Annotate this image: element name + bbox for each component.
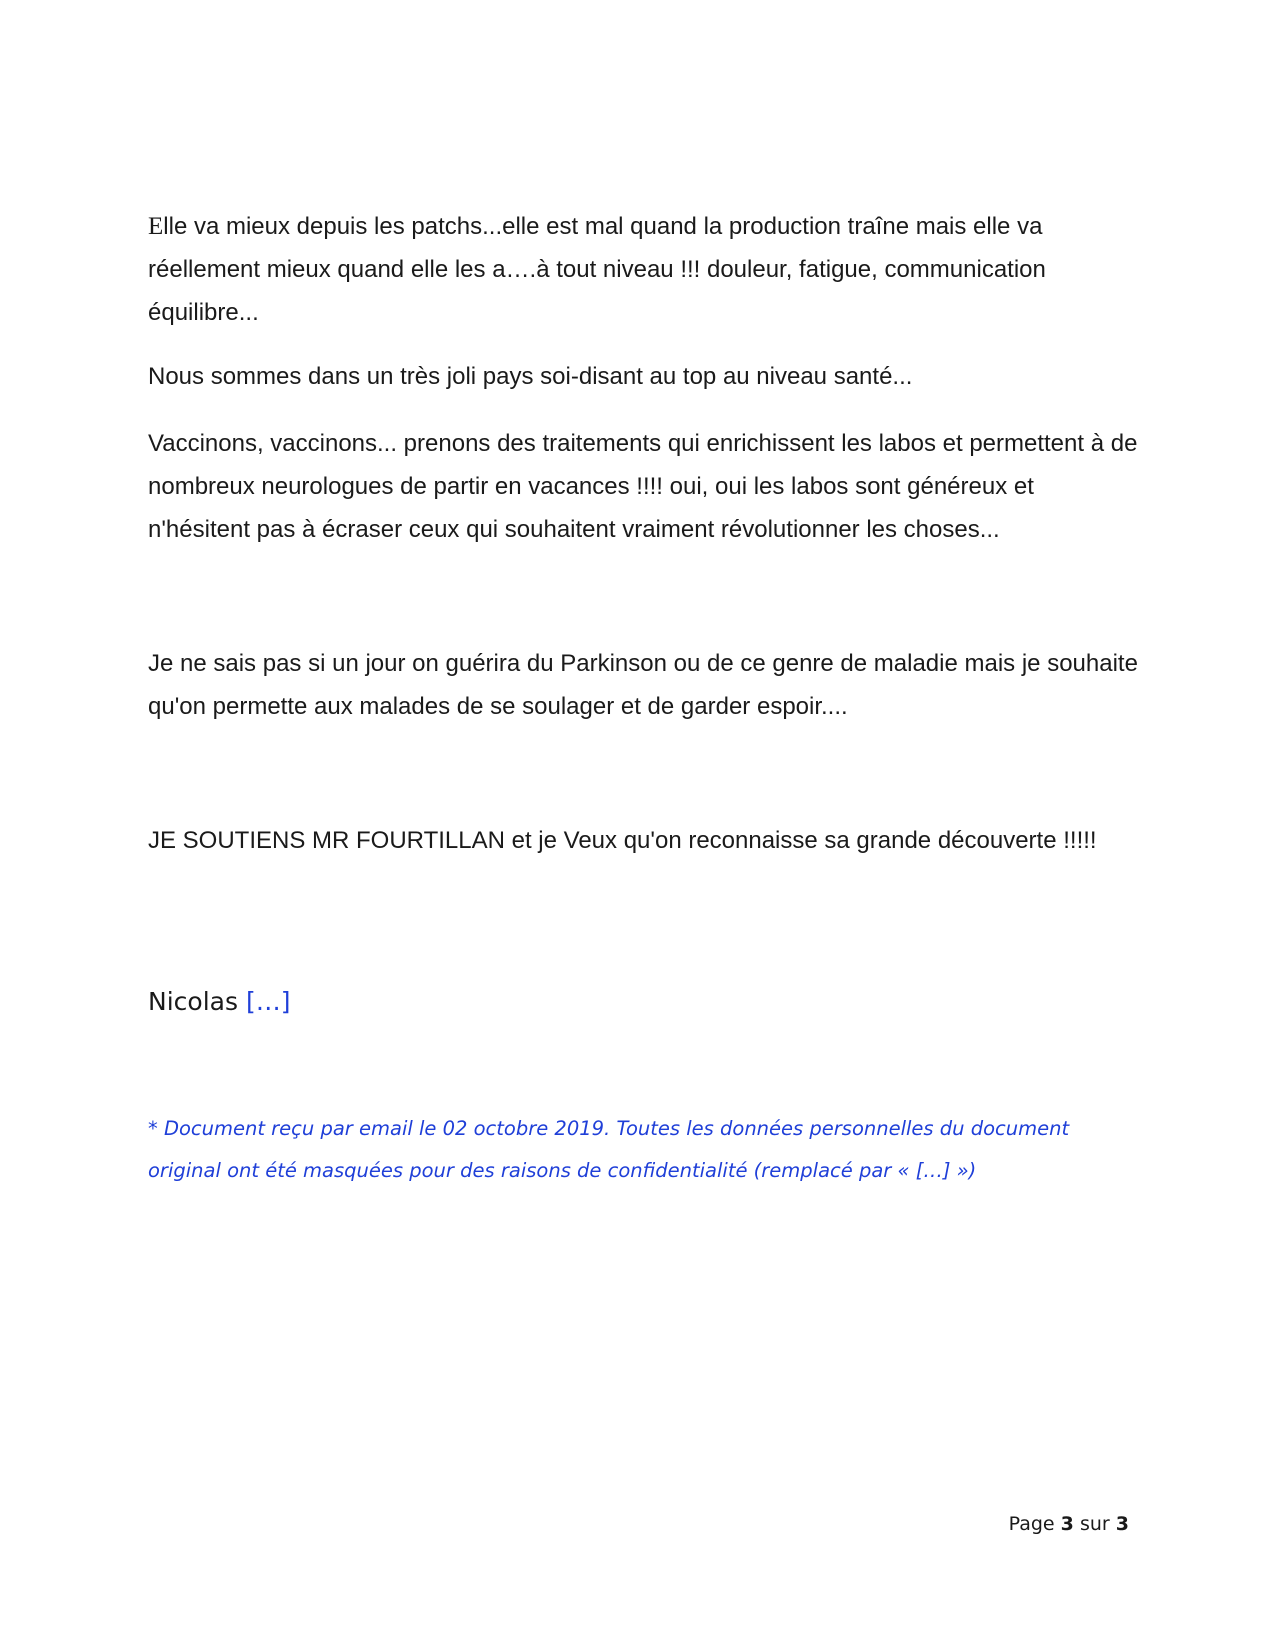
footer-current-page: 3 — [1060, 1513, 1074, 1535]
signature — [148, 982, 290, 1022]
paragraph-1-text: lle va mieux depuis les patchs...elle est mal quand la production traîne mais elle va réellement mieux quand elle les a….à tout niveau !!! douleur, fatigue, communication équilibre... — [148, 213, 1046, 326]
paragraph-5: JE SOUTIENS MR FOURTILLAN et je Veux qu'on reconnaisse sa grande découverte !!!!! — [148, 827, 1097, 854]
paragraph-4: Je ne sais pas si un jour on guérira du Parkinson ou de ce genre de maladie mais je souhaite qu'on permette aux malades de se soulager et de garder espoir.... — [148, 650, 1138, 720]
redacted-marker: […] — [245, 987, 291, 1016]
paragraph-1 — [148, 205, 1138, 334]
footer-of-word: sur — [1079, 1513, 1110, 1535]
footer-page-word: Page — [1008, 1513, 1055, 1535]
footer-total-pages: 3 — [1115, 1513, 1129, 1535]
paragraph-1-first-letter: E — [148, 213, 164, 240]
paragraph-3: Vaccinons, vaccinons... prenons des traitements qui enrichissent les labos et permettent à de nombreux neurologues de partir en vacances !!!! oui, oui les labos sont généreux et n'hésitent pas à écraser ceux qui souhaitent vraiment révolutionner les choses... — [148, 430, 1138, 543]
page-footer — [1009, 1510, 1129, 1538]
paragraph-2: Nous sommes dans un très joli pays soi-disant au top au niveau santé... — [148, 363, 913, 390]
confidentiality-note: * Document reçu par email le 02 octobre 2019. Toutes les données personnelles du document original ont été masquées pour des raisons de confidentialité (remplacé par « […] ») — [148, 1117, 1070, 1182]
signature-name: Nicolas — [148, 987, 238, 1016]
